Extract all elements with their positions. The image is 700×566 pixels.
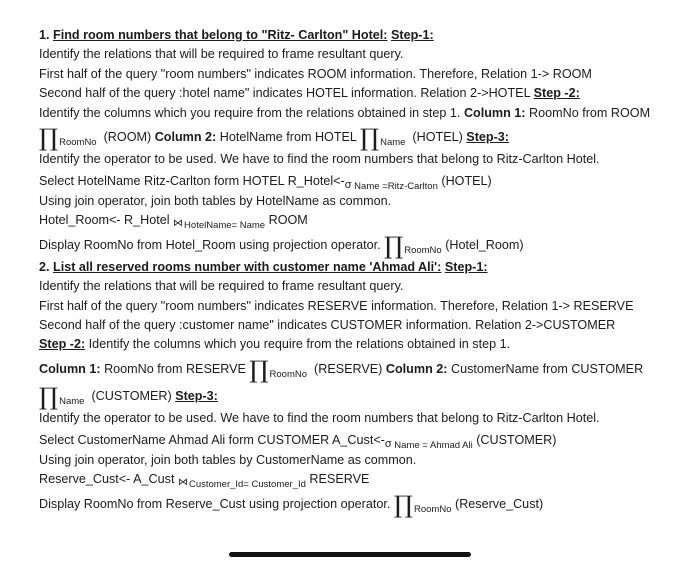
q1-selection-condition: Name =Ritz-Carlton — [351, 181, 438, 193]
q2-heading-line — [39, 258, 679, 277]
q2-line-2: First half of the query "room numbers" indicates RESERVE information. Therefore, Relation 1-> RESERVE — [39, 298, 634, 313]
q2-selection-condition: Name = Ahmad Ali — [391, 440, 473, 452]
q1-line-6: Identify the operator to be used. We have to find the room numbers that belong to Ritz-Carlton Hotel. — [39, 152, 600, 167]
q2-line-10a: Reserve_Cust<- A_Cust — [39, 472, 178, 487]
q2-pi-subscript-2: Name — [59, 395, 85, 407]
q1-relation-2: (HOTEL) — [412, 130, 463, 145]
q2-line-8b: A_Cust<- — [332, 433, 385, 448]
projection-pi-icon: ∏ — [384, 231, 404, 260]
q1-line-3 — [39, 84, 679, 103]
q1-line-10 — [39, 233, 679, 258]
q1-heading-line — [39, 26, 679, 45]
q2-relation-2: (CUSTOMER) — [91, 388, 172, 403]
q2-line-11b: (Reserve_Cust) — [451, 496, 544, 511]
q2-line-8 — [39, 431, 679, 451]
q1-line-8: Using join operator, join both tables by HotelName as common. — [39, 193, 392, 208]
q1-line-9a: Hotel_Room<- R_Hotel — [39, 213, 174, 228]
q1-pi-subscript-3: RoomNo — [404, 244, 442, 256]
q2-line-5 — [39, 357, 679, 382]
q1-line-3-text: Second half of the query :hotel name" indicates HOTEL information. Relation 2->HOTEL — [39, 86, 534, 101]
q2-line-11 — [39, 492, 679, 517]
q2-step3-label: Step-3: — [175, 388, 218, 403]
join-bowtie-icon: ⋈ — [177, 477, 188, 489]
answer-document — [39, 26, 679, 517]
q1-line-9c: ROOM — [265, 213, 308, 228]
q2-line-6 — [39, 384, 679, 409]
projection-pi-icon: ∏ — [249, 355, 269, 384]
q1-column1-label: Column 1: — [463, 105, 526, 120]
q1-line-7d: (HOTEL) — [437, 174, 492, 189]
q1-join-condition: HotelName= Name — [184, 220, 266, 232]
q1-line-4a: Identify the columns which you require from the relations obtained in step 1. — [39, 105, 464, 120]
q1-pi-subscript-1: RoomNo — [59, 137, 97, 149]
q1-line-5 — [39, 124, 679, 153]
q1-pi-subscript-2: Name — [380, 137, 406, 149]
q1-line-7a: Select HotelName Ritz-Carlton form HOTEL — [39, 174, 288, 189]
q2-join-condition: Customer_Id= Customer_Id — [188, 479, 306, 491]
q1-line-1: Identify the relations that will be required to frame resultant query. — [39, 47, 404, 62]
q2-column2-text: CustomerName from CUSTOMER — [447, 361, 644, 376]
q2-line-11a: Display RoomNo from Reserve_Cust using projection operator. — [39, 496, 394, 511]
q2-pi-subscript-3: RoomNo — [414, 503, 452, 515]
q1-line-10a: Display RoomNo from Hotel_Room using projection operator. — [39, 237, 385, 252]
projection-pi-icon: ∏ — [39, 124, 59, 153]
q2-column1-text: RoomNo from RESERVE — [100, 361, 246, 376]
q1-relation-1: (ROOM) — [103, 130, 152, 145]
q2-line-10c: RESERVE — [305, 472, 370, 487]
q2-line-10 — [39, 470, 679, 490]
q2-heading: List all reserved rooms number with customer name 'Ahmad Ali': — [53, 259, 442, 274]
q2-line-8d: (CUSTOMER) — [472, 433, 557, 448]
q2-column2-label: Column 2: — [385, 361, 448, 376]
q1-heading: Find room numbers that belong to "Ritz- Carlton" Hotel: — [53, 28, 388, 42]
projection-pi-icon: ∏ — [359, 124, 380, 153]
q1-step2-label: Step -2: — [533, 86, 580, 101]
q2-line-7: Identify the operator to be used. We have to find the room numbers that belong to Ritz-Carlton Hotel. — [39, 410, 600, 425]
q2-step2-label: Step -2: — [39, 337, 86, 352]
projection-pi-icon: ∏ — [393, 490, 413, 519]
q2-column1-label: Column 1: — [39, 361, 101, 376]
sigma-icon: σ — [384, 438, 392, 451]
q2-line-9: Using join operator, join both tables by CustomerName as common. — [39, 452, 417, 467]
q2-line-8a: Select CustomerName Ahmad Ali form CUSTOMER — [39, 433, 333, 448]
q1-line-4 — [39, 104, 679, 123]
q2-line-1: Identify the relations that will be required to frame resultant query. — [39, 279, 404, 294]
q1-line-7b: R_Hotel<- — [287, 174, 345, 189]
q2-line-4 — [39, 335, 679, 354]
q1-line-2: First half of the query "room numbers" indicates ROOM information. Therefore, Relation 1-> ROOM — [39, 66, 592, 81]
q1-number: 1. — [39, 28, 54, 42]
q2-line-3: Second half of the query :customer name" indicates CUSTOMER information. Relation 2->CUSTOMER — [39, 318, 616, 333]
q2-number: 2. — [39, 259, 54, 274]
join-bowtie-icon: ⋈ — [173, 218, 184, 230]
q2-relation-1: (RESERVE) — [314, 361, 383, 376]
q2-step1-label: Step-1: — [444, 259, 488, 274]
q1-step3-label: Step-3: — [466, 130, 509, 145]
q1-line-9 — [39, 211, 679, 231]
q1-line-4b: RoomNo from ROOM — [525, 105, 651, 120]
q1-step1-label: Step-1: — [390, 28, 434, 42]
q1-column2-text: HotelName from HOTEL — [216, 130, 357, 145]
q2-pi-subscript-1: RoomNo — [269, 368, 308, 380]
sigma-icon: σ — [344, 179, 352, 192]
projection-pi-icon: ∏ — [39, 382, 59, 411]
q1-line-10b: (Hotel_Room) — [441, 237, 524, 252]
q1-line-7 — [39, 172, 679, 192]
q1-column2-label: Column 2: — [154, 130, 217, 145]
home-indicator[interactable] — [229, 552, 471, 557]
q2-line-4-text: Identify the columns which you require from the relations obtained in step 1. — [85, 337, 511, 352]
